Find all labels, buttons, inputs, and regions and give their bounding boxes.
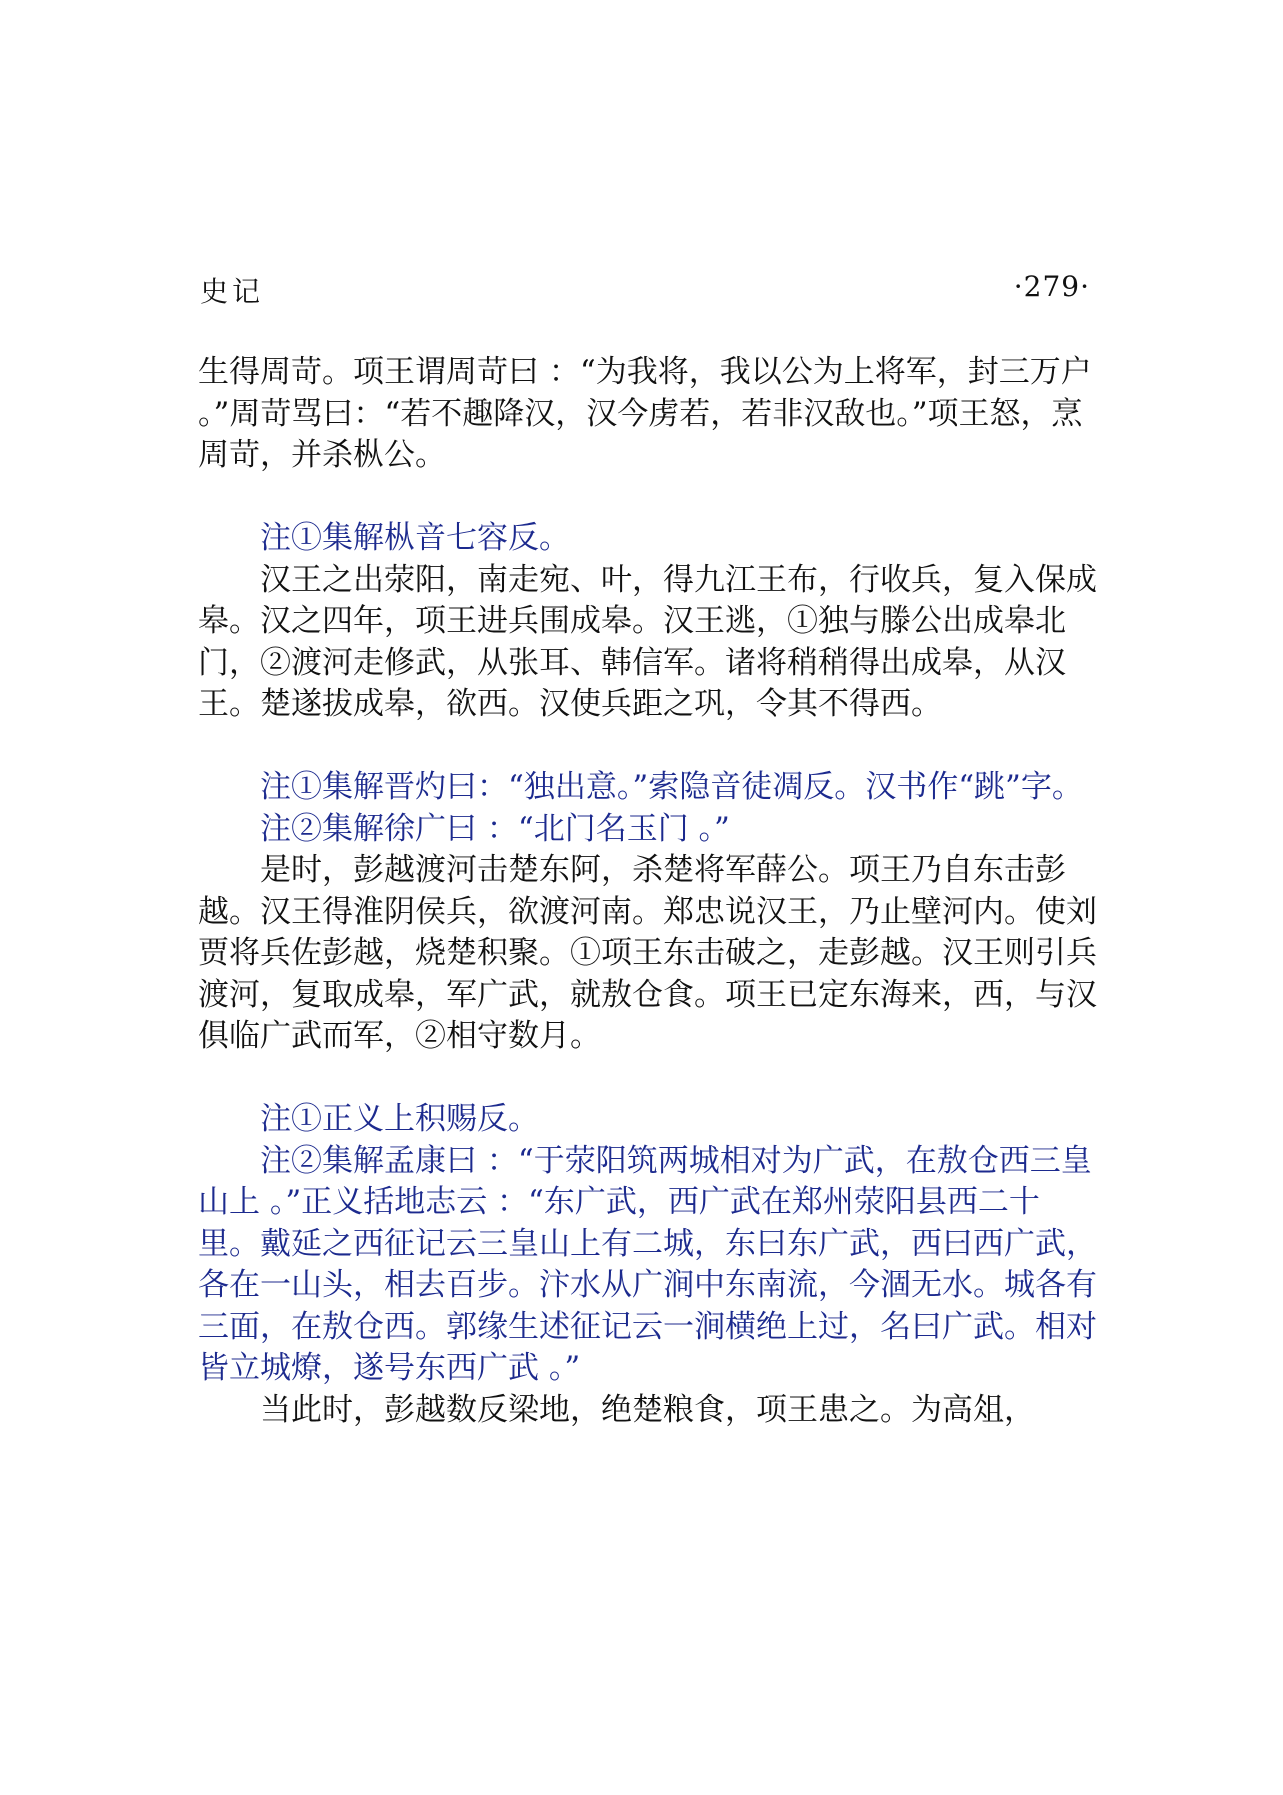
paragraph: 当此时，彭越数反梁地，绝楚粮食，项王患之。为高俎，: [260, 1391, 1035, 1428]
annotation-note: 注②集解徐广曰 ：“北门名玉门 。”: [260, 810, 730, 847]
paragraph: 生得周苛。项王谓周苛曰 ：“为我将，我以公为上将军，封三万户 。”周苛骂曰：“若不趣降汉，汉今虏若，若非汉敌也。”项王怒，烹周苛，并杀枞公。: [198, 354, 1092, 473]
page-body: [198, 352, 1098, 1431]
annotation-note: 注①正义上积赐反。: [260, 1101, 539, 1137]
paragraph: 汉王之出荥阳，南走宛、叶，得九江王布，行收兵，复入保成皋。汉之四年，项王进兵围成皋。汉王逃，①独与滕公出成皋北门，②渡河走修武，从张耳、韩信军。诸将稍稍得出成皋，从汉王。楚遂拔成皋，欲西。汉使兵距之巩，令其不得西。: [198, 561, 1097, 722]
paragraph-gap: [198, 477, 1098, 519]
page-number: ·279·: [1013, 270, 1090, 303]
book-title: 史记: [200, 275, 265, 308]
paragraph-gap: [198, 1058, 1098, 1100]
annotation-note: 注①集解枞音七容反。: [260, 520, 570, 556]
annotation-note: 注①集解晋灼曰：“独出意。”索隐音徒凋反。汉书作“跳”字。: [260, 769, 1083, 805]
running-header: [200, 270, 1090, 310]
annotation-note: 注②集解孟康曰 ：“于荥阳筑两城相对为广武，在敖仓西三皇山上 。”正义括地志云 ：“东广武，西广武在郑州荥阳县西二十里。戴延之西征记云三皇山上有二城，东曰东广武，西曰西广武，各在一山头，相去百步。汴水从广涧中东南流，今涸无水。城各有三面，在敖仓西。郭缘生述征记云一涧横绝上过，名曰广武。相对皆立城燎，遂号东西广武 。”: [198, 1142, 1097, 1386]
paragraph-gap: [198, 726, 1098, 768]
paragraph: 是时，彭越渡河击楚东阿，杀楚将军薛公。项王乃自东击彭越。汉王得淮阴侯兵，欲渡河南。郑忠说汉王，乃止壁河内。使刘贾将兵佐彭越，烧楚积聚。①项王东击破之，走彭越。汉王则引兵渡河，复取成皋，军广武，就敖仓食。项王已定东海来，西，与汉俱临广武而军，②相守数月。: [198, 852, 1097, 1054]
